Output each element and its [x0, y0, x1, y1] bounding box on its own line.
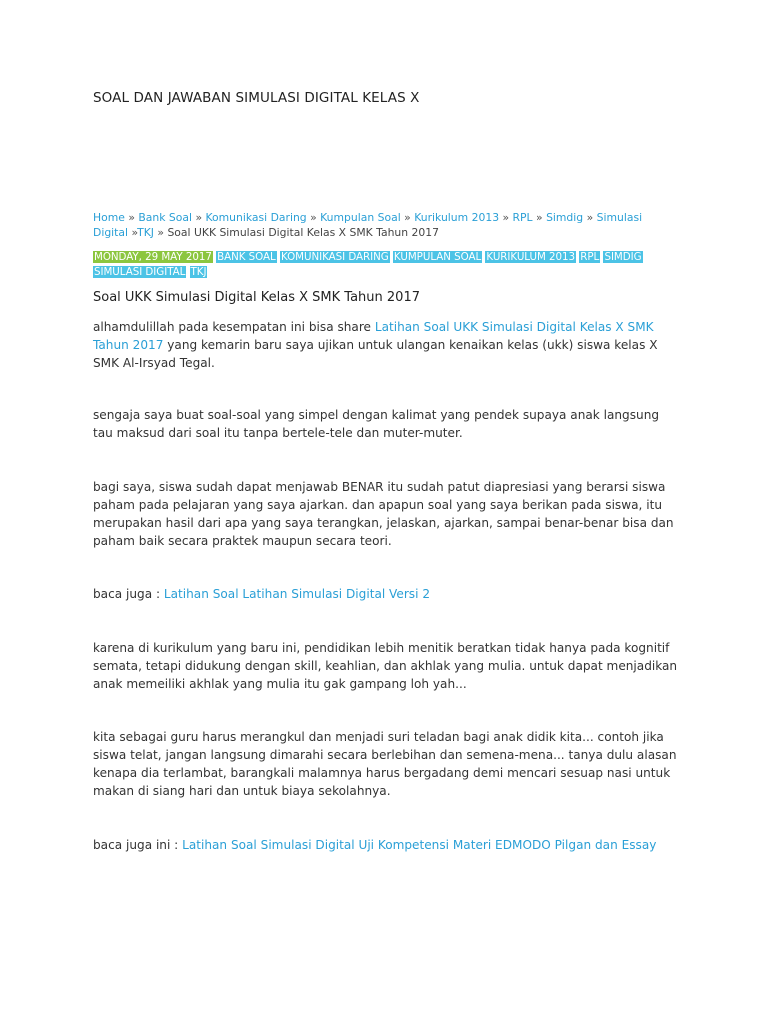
- tag-kumpulan-soal[interactable]: KUMPULAN SOAL: [393, 251, 482, 263]
- paragraph-curriculum: karena di kurikulum yang baru ini, pendidikan lebih menitik beratkan tidak hanya pada kognitif semata, tetapi didukung dengan skill, keahlian, dan akhlak yang mulia. untuk dapat menjadikan anak memeiliki akhlak yang mulia itu gak gampang loh yah...: [93, 641, 678, 691]
- paragraph-intro: [93, 318, 678, 372]
- latihan-soal-versi-2-link[interactable]: Latihan Soal Latihan Simulasi Digital Versi 2: [163, 587, 431, 601]
- breadcrumb-separator: »: [195, 211, 206, 224]
- breadcrumb-kumpulan-soal-link[interactable]: Kumpulan Soal: [320, 211, 401, 224]
- latihan-soal-ukk-link[interactable]: Latihan Soal UKK Simulasi Digital Kelas X SMK Tahun 2017: [93, 320, 654, 352]
- paragraph-simple-questions: sengaja saya buat soal-soal yang simpel dengan kalimat yang pendek supaya anak langsung tau maksud dari soal itu tanpa bertele-tele dan muter-muter.: [93, 408, 660, 440]
- breadcrumb-tkj-link[interactable]: TKJ: [137, 226, 154, 239]
- post-title: Soal UKK Simulasi Digital Kelas X SMK Tahun 2017: [93, 290, 420, 305]
- tag-simdig[interactable]: SIMDIG: [604, 251, 642, 263]
- breadcrumb-rpl-link[interactable]: RPL: [512, 211, 533, 224]
- latihan-soal-edmodo-link[interactable]: Latihan Soal Simulasi Digital Uji Kompetensi Materi EDMODO Pilgan dan Essay: [182, 838, 657, 852]
- breadcrumb-separator: »: [310, 211, 321, 224]
- breadcrumb-komunikasi-daring-link[interactable]: Komunikasi Daring: [205, 211, 307, 224]
- breadcrumb-separator: »: [131, 226, 138, 239]
- paragraph-read-also-2: [93, 836, 678, 854]
- tag-kurikulum-2013[interactable]: KURIKULUM 2013: [486, 251, 576, 263]
- tag-tkj[interactable]: TKJ: [190, 265, 207, 278]
- breadcrumb-home-link[interactable]: Home: [93, 211, 125, 224]
- paragraph-text: yang kemarin baru saya ujikan untuk ulangan kenaikan kelas (ukk) siswa kelas X SMK Al-Irsyad Tegal.: [93, 338, 658, 370]
- tag-rpl[interactable]: RPL: [580, 251, 600, 263]
- read-also-prefix: baca juga :: [93, 587, 164, 601]
- breadcrumb-separator: »: [502, 211, 513, 224]
- post-meta-tags: [93, 250, 678, 279]
- paragraph-read-also: [93, 585, 678, 603]
- paragraph-appreciation: bagi saya, siswa sudah dapat menjawab BENAR itu sudah patut diapresiasi yang berarsi siswa paham pada pelajaran yang saya ajarkan. dan apapun soal yang saya berikan pada siswa, itu merupakan hasil dari apa yang saya terangkan, jelaskan, ajarkan, sampai benar-benar bisa dan paham baik secara praktek maupun secara teori.: [93, 480, 674, 548]
- paragraph-teacher-role: kita sebagai guru harus merangkul dan menjadi suri teladan bagi anak didik kita... contoh jika siswa telat, jangan langsung dimarahi secara berlebihan dan semena-mena... tanya dulu alasan kenapa dia terlambat, barangkali malamnya harus bergadang demi mencari sesuap nasi untuk makan di siang hari dan untuk biaya sekolahnya.: [93, 730, 677, 798]
- breadcrumb-simdig-link[interactable]: Simdig: [546, 211, 584, 224]
- tag-bank-soal[interactable]: BANK SOAL: [217, 251, 276, 263]
- breadcrumb-separator: »: [404, 211, 415, 224]
- document-title: SOAL DAN JAWABAN SIMULASI DIGITAL KELAS X: [93, 90, 420, 106]
- breadcrumb-separator: »: [128, 211, 139, 224]
- breadcrumb: [93, 210, 678, 240]
- breadcrumb-bank-soal-link[interactable]: Bank Soal: [138, 211, 193, 224]
- breadcrumb-kurikulum-2013-link[interactable]: Kurikulum 2013: [414, 211, 500, 224]
- breadcrumb-simulasi-digital-link[interactable]: Simulasi Digital: [93, 211, 643, 239]
- breadcrumb-separator: »: [586, 211, 597, 224]
- tag-komunikasi-daring[interactable]: KOMUNIKASI DARING: [280, 251, 389, 263]
- breadcrumb-separator: »: [157, 226, 168, 239]
- tag-simulasi-digital[interactable]: SIMULASI DIGITAL: [94, 265, 186, 278]
- breadcrumb-current: Soal UKK Simulasi Digital Kelas X SMK Tahun 2017: [167, 226, 440, 239]
- breadcrumb-separator: »: [536, 211, 547, 224]
- post-date-badge: MONDAY, 29 MAY 2017: [94, 251, 212, 263]
- read-also-prefix: baca juga ini :: [93, 838, 183, 852]
- paragraph-text: alhamdulillah pada kesempatan ini bisa share: [93, 320, 375, 334]
